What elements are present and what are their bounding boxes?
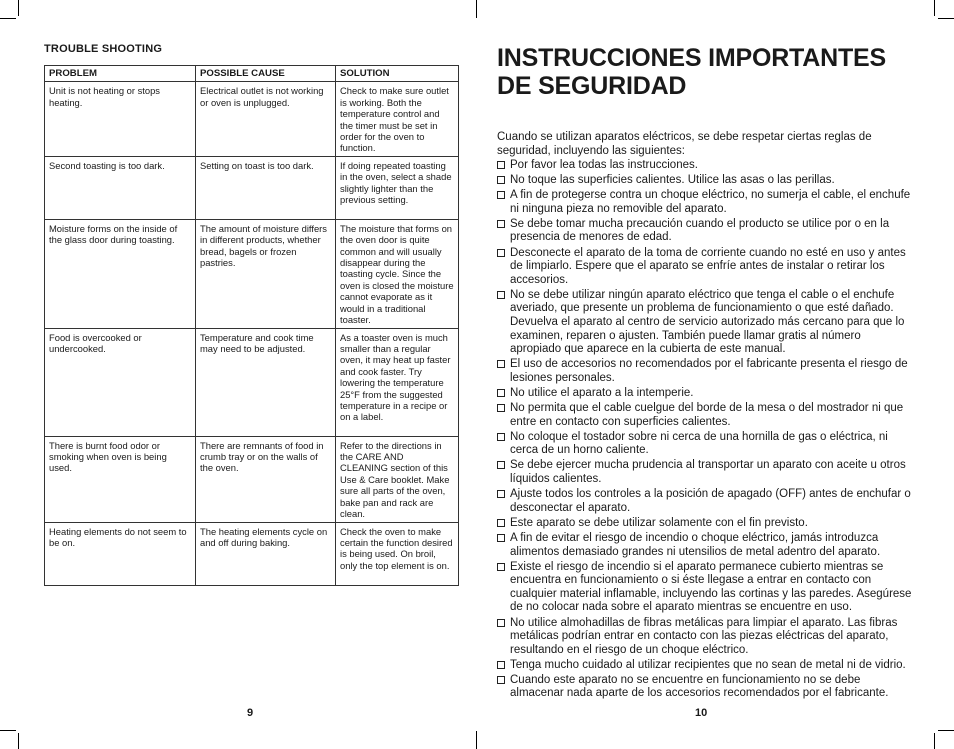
- crop-mark: [934, 733, 935, 749]
- checkbox-icon: [497, 404, 505, 412]
- table-header-row: [45, 66, 459, 82]
- title-line-2: DE SEGURIDAD: [497, 72, 687, 100]
- section-heading: TROUBLE SHOOTING: [44, 43, 163, 55]
- safety-list: [497, 159, 913, 701]
- list-item-text: Tenga mucho cuidado al utilizar recipientes que no sean de metal ni de vidrio.: [510, 658, 906, 671]
- checkbox-icon: [497, 360, 505, 368]
- crop-mark: [0, 730, 16, 731]
- solution-cell: Check to make sure outlet is working. Both the temperature control and the timer must be set in order for the oven to function.: [336, 82, 459, 156]
- cause-cell: Setting on toast is too dark.: [196, 156, 336, 219]
- list-item: [497, 431, 913, 458]
- problem-cell: Second toasting is too dark.: [45, 156, 196, 219]
- checkbox-icon: [497, 191, 505, 199]
- checkbox-icon: [497, 676, 505, 684]
- crop-mark: [18, 733, 19, 749]
- list-item: [497, 247, 913, 288]
- list-item: [497, 189, 913, 216]
- checkbox-icon: [497, 461, 505, 469]
- list-item: [497, 532, 913, 559]
- problem-cell: Heating elements do not seem to be on.: [45, 522, 196, 585]
- list-item-text: No utilice el aparato a la intemperie.: [510, 387, 694, 399]
- crop-mark: [476, 0, 477, 18]
- list-item: [497, 387, 913, 401]
- table-row: [45, 82, 459, 156]
- checkbox-icon: [497, 433, 505, 441]
- list-item: [497, 659, 913, 673]
- column-header-problem: PROBLEM: [45, 66, 196, 82]
- page-number-left: 9: [247, 707, 254, 719]
- list-item: [497, 617, 913, 658]
- checkbox-icon: [497, 519, 505, 527]
- crop-mark: [934, 0, 935, 16]
- list-item: [497, 218, 913, 245]
- list-item-text: A fin de protegerse contra un choque eléctrico, no sumerja el cable, el enchufe ni ninguna pieza no removible del aparato.: [510, 189, 911, 215]
- table-row: [45, 328, 459, 436]
- list-item: [497, 358, 913, 385]
- right-page: [497, 44, 913, 703]
- checkbox-icon: [497, 291, 505, 299]
- list-item-text: Desconecte el aparato de la toma de corriente cuando no esté en uso y antes de limpiarlo. Espere que el aparato se enfríe antes de instalar o retirar los accesorios.: [510, 246, 906, 286]
- solution-cell: Refer to the directions in the CARE AND CLEANING section of this Use & Care booklet. Make sure all parts of the oven, bake pan and rack are clean.: [336, 436, 459, 522]
- crop-mark: [0, 18, 16, 19]
- list-item-text: No coloque el tostador sobre ni cerca de una hornilla de gas o eléctrica, ni cerca de un horno caliente.: [510, 430, 888, 457]
- list-item-text: No toque las superficies calientes. Utilice las asas o las perillas.: [510, 174, 835, 187]
- solution-cell: The moisture that forms on the oven door is quite common and will usually disappear during the toasting cycle. Since the oven is closed the moisture cannot evaporate as it would in a traditional toaster.: [336, 219, 459, 328]
- page-number-right: 10: [695, 707, 708, 719]
- title-line-1: INSTRUCCIONES IMPORTANTES: [497, 44, 886, 72]
- column-header-solution: SOLUTION: [336, 66, 459, 82]
- crop-mark: [938, 730, 954, 731]
- solution-cell: Check the oven to make certain the function desired is being used. On broil, only the top element is on.: [336, 522, 459, 585]
- list-item: [497, 517, 913, 531]
- table-row: [45, 156, 459, 219]
- solution-cell: As a toaster oven is much smaller than a regular oven, it may heat up faster and cook faster. Try lowering the temperature 25°F from the suggested temperature in a recipe or on a label.: [336, 328, 459, 436]
- checkbox-icon: [497, 661, 505, 669]
- table-row: [45, 219, 459, 328]
- problem-cell: Moisture forms on the inside of the glass door during toasting.: [45, 219, 196, 328]
- left-page: [44, 40, 460, 586]
- problem-cell: There is burnt food odor or smoking when oven is being used.: [45, 436, 196, 522]
- list-item-text: Se debe tomar mucha precaución cuando el producto se utilice por o en la presencia de menores de edad.: [510, 217, 890, 244]
- list-item-text: Existe el riesgo de incendio si el aparato permanece cubierto mientras se encuentra en funcionamiento o si éste llegase a entrar en contacto con cualquier material inflamable, incluyendo las cortinas y las paredes. Asegúrese de no colocar nada sobre el aparato mientras se encuentre en uso.: [510, 560, 912, 614]
- checkbox-icon: [497, 161, 505, 169]
- crop-mark: [476, 731, 477, 749]
- list-item: [497, 174, 913, 188]
- problem-cell: Food is overcooked or undercooked.: [45, 328, 196, 436]
- checkbox-icon: [497, 220, 505, 228]
- list-item: [497, 488, 913, 515]
- checkbox-icon: [497, 490, 505, 498]
- crop-mark: [18, 0, 19, 16]
- list-item: [497, 459, 913, 486]
- problem-cell: Unit is not heating or stops heating.: [45, 82, 196, 156]
- list-item-text: Se debe ejercer mucha prudencia al transportar un aparato con aceite u otros líquidos calientes.: [510, 459, 906, 486]
- checkbox-icon: [497, 534, 505, 542]
- list-item: [497, 289, 913, 357]
- cause-cell: There are remnants of food in crumb tray or on the walls of the oven.: [196, 436, 336, 522]
- list-item-text: El uso de accesorios no recomendados por el fabricante presenta el riesgo de lesiones personales.: [510, 358, 908, 384]
- intro-paragraph: Cuando se utilizan aparatos eléctricos, se debe respetar ciertas reglas de seguridad, incluyendo las siguientes:: [497, 131, 872, 157]
- column-header-cause: POSSIBLE CAUSE: [196, 66, 336, 82]
- page-title: [497, 44, 913, 100]
- list-item: [497, 561, 913, 615]
- cause-cell: Temperature and cook time may need to be adjusted.: [196, 328, 336, 436]
- crop-mark: [938, 18, 954, 19]
- checkbox-icon: [497, 176, 505, 184]
- list-item-text: Este aparato se debe utilizar solamente con el fin previsto.: [510, 516, 808, 529]
- list-item-text: Cuando este aparato no se encuentre en funcionamiento no se debe almacenar nada aparte de los accesorios recomendados por el fabricante.: [510, 673, 889, 700]
- checkbox-icon: [497, 389, 505, 397]
- list-item-text: No se debe utilizar ningún aparato eléctrico que tenga el cable o el enchufe averiado, que presente un problema de funcionamiento o que esté dañado. Devuelva el aparato al centro de servicio autorizado más cercano para que lo examinen, reparen o ajusten. También puede llamar gratis al número apropiado que aparece en la cubierta de este manual.: [510, 288, 905, 356]
- list-item-text: Por favor lea todas las instrucciones.: [510, 159, 698, 171]
- cause-cell: The heating elements cycle on and off during baking.: [196, 522, 336, 585]
- table-row: [45, 522, 459, 585]
- solution-cell: If doing repeated toasting in the oven, select a shade slightly lighter than the previous setting.: [336, 156, 459, 219]
- cause-cell: The amount of moisture differs in different products, whether bread, bagels or frozen pastries.: [196, 219, 336, 328]
- checkbox-icon: [497, 563, 505, 571]
- table-row: [45, 436, 459, 522]
- list-item: [497, 402, 913, 429]
- list-item-text: No utilice almohadillas de fibras metálicas para limpiar el aparato. Las fibras metálicas podrían entrar en contacto con las piezas eléctricas del aparato, resultando en el riesgo de un choque eléctrico.: [510, 616, 898, 656]
- list-item-text: A fin de evitar el riesgo de incendio o choque eléctrico, jamás introduzca alimentos demasiado grandes ni utensilios de metal adentro del aparato.: [510, 531, 881, 558]
- list-item: [497, 674, 913, 701]
- checkbox-icon: [497, 619, 505, 627]
- checkbox-icon: [497, 249, 505, 257]
- troubleshooting-table: [44, 65, 459, 586]
- list-item-text: No permita que el cable cuelgue del borde de la mesa o del mostrador ni que entre en contacto con superficies calientes.: [510, 402, 904, 428]
- cause-cell: Electrical outlet is not working or oven is unplugged.: [196, 82, 336, 156]
- list-item-text: Ajuste todos los controles a la posición de apagado (OFF) antes de enchufar o desconectar el aparato.: [510, 488, 911, 514]
- list-item: [497, 159, 913, 173]
